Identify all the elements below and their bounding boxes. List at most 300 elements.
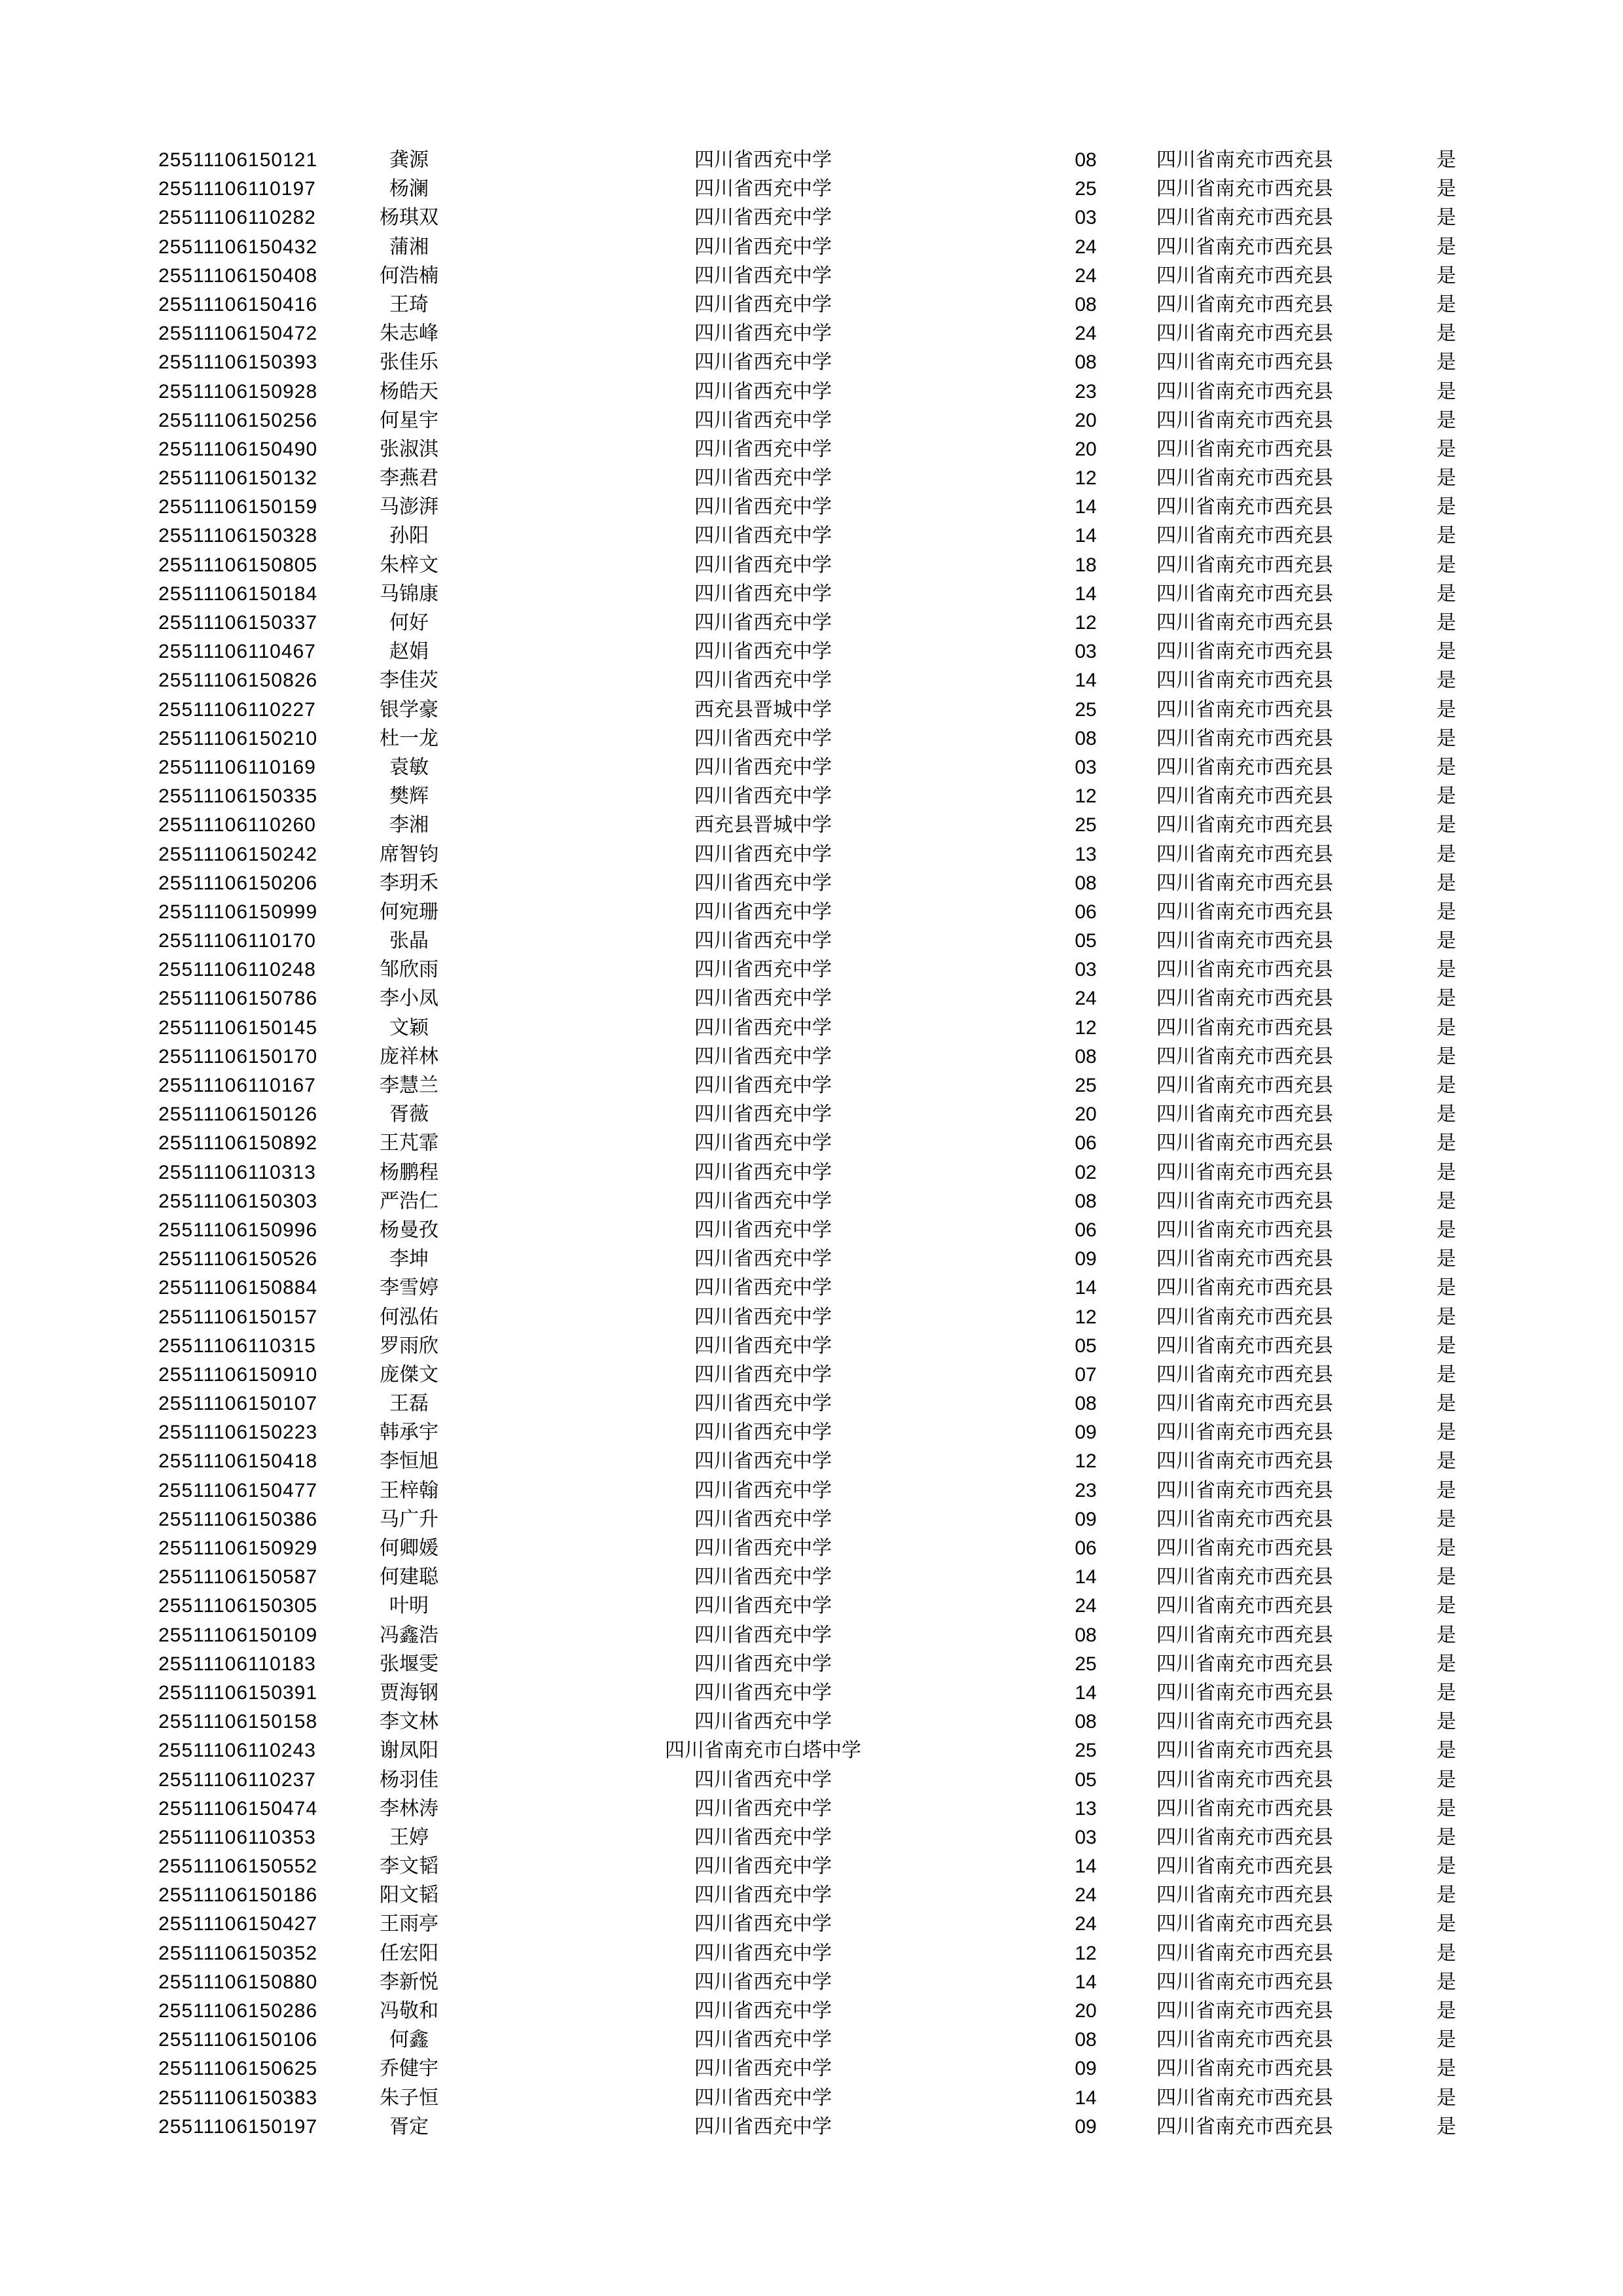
exam-id-cell: 25511106150186 (158, 1884, 318, 1907)
table-row (0, 262, 1623, 291)
table-row (0, 493, 1623, 522)
exam-id-cell: 25511106150170 (158, 1045, 318, 1067)
flag-cell: 是 (1436, 988, 1456, 1010)
name-cell: 李坤 (389, 1248, 429, 1270)
table-row (0, 725, 1623, 753)
class-num-cell: 08 (1075, 727, 1097, 749)
flag-cell: 是 (1436, 901, 1456, 923)
table-row (0, 1477, 1623, 1505)
name-cell: 何鑫 (389, 2029, 429, 2051)
class-num-cell: 12 (1075, 785, 1097, 808)
class-num-cell: 12 (1075, 467, 1097, 490)
table-row (0, 580, 1623, 609)
exam-id-cell: 25511106150305 (158, 1595, 318, 1617)
flag-cell: 是 (1436, 670, 1456, 692)
table-row (0, 1939, 1623, 1968)
exam-id-cell: 25511106150335 (158, 785, 318, 808)
school-cell: 四川省西充中学 (694, 1711, 832, 1733)
class-num-cell: 09 (1075, 1248, 1097, 1270)
class-num-cell: 24 (1075, 988, 1097, 1010)
school-cell: 四川省西充中学 (694, 901, 832, 923)
flag-cell: 是 (1436, 438, 1456, 460)
school-cell: 四川省西充中学 (694, 1595, 832, 1617)
exam-id-cell: 25511106150472 (158, 323, 318, 345)
exam-id-cell: 25511106110467 (158, 641, 316, 663)
flag-cell: 是 (1436, 178, 1456, 200)
region-cell: 四川省南充市西充县 (1156, 1132, 1333, 1155)
name-cell: 席智钧 (380, 843, 438, 865)
table-row (0, 609, 1623, 637)
table-row (0, 406, 1623, 435)
name-cell: 李文韬 (380, 1856, 438, 1878)
name-cell: 张淑淇 (380, 438, 438, 460)
exam-id-cell: 25511106150432 (158, 236, 318, 258)
region-cell: 四川省南充市西充县 (1156, 1016, 1333, 1039)
table-row (0, 1968, 1623, 1997)
flag-cell: 是 (1436, 380, 1456, 403)
flag-cell: 是 (1436, 959, 1456, 981)
exam-id-cell: 25511106150286 (158, 2000, 318, 2022)
exam-id-cell: 25511106150999 (158, 901, 318, 923)
table-row (0, 840, 1623, 869)
class-num-cell: 03 (1075, 1826, 1097, 1848)
exam-id-cell: 25511106150145 (158, 1016, 318, 1039)
region-cell: 四川省南充市西充县 (1156, 1508, 1333, 1530)
name-cell: 樊辉 (389, 785, 429, 808)
class-num-cell: 05 (1075, 1335, 1097, 1357)
school-cell: 西充县晋城中学 (694, 698, 832, 721)
region-cell: 四川省南充市西充县 (1156, 1537, 1333, 1559)
exam-id-cell: 25511106150996 (158, 1219, 318, 1241)
school-cell: 四川省西充中学 (694, 293, 832, 315)
table-row (0, 1910, 1623, 1939)
school-cell: 四川省西充中学 (694, 525, 832, 547)
flag-cell: 是 (1436, 785, 1456, 808)
region-cell: 四川省南充市西充县 (1156, 1624, 1333, 1646)
region-cell: 四川省南充市西充县 (1156, 2029, 1333, 2051)
flag-cell: 是 (1436, 1566, 1456, 1588)
class-num-cell: 12 (1075, 612, 1097, 634)
exam-id-cell: 25511106110167 (158, 1075, 316, 1096)
region-cell: 四川省南充市西充县 (1156, 1363, 1333, 1386)
school-cell: 四川省西充中学 (694, 1132, 832, 1155)
school-cell: 四川省西充中学 (694, 1450, 832, 1473)
class-num-cell: 08 (1075, 293, 1097, 315)
region-cell: 四川省南充市西充县 (1156, 1942, 1333, 1964)
class-num-cell: 25 (1075, 178, 1097, 200)
name-cell: 冯敬和 (380, 2000, 438, 2022)
table-row (0, 522, 1623, 550)
school-cell: 四川省西充中学 (694, 2029, 832, 2051)
name-cell: 张晶 (389, 930, 429, 952)
exam-id-cell: 25511106110260 (158, 814, 316, 836)
region-cell: 四川省南充市西充县 (1156, 2000, 1333, 2022)
name-cell: 何泓佑 (380, 1306, 438, 1328)
school-cell: 四川省西充中学 (694, 988, 832, 1010)
school-cell: 四川省西充中学 (694, 1566, 832, 1588)
region-cell: 四川省南充市西充县 (1156, 1248, 1333, 1270)
exam-id-cell: 25511106150477 (158, 1479, 318, 1501)
name-cell: 杨澜 (389, 178, 429, 200)
class-num-cell: 09 (1075, 1508, 1097, 1530)
exam-id-cell: 25511106150157 (158, 1306, 318, 1328)
exam-id-cell: 25511106110227 (158, 698, 316, 721)
name-cell: 马澎湃 (380, 496, 438, 518)
class-num-cell: 14 (1075, 1681, 1097, 1704)
table-row (0, 146, 1623, 175)
name-cell: 杨羽佳 (380, 1768, 438, 1791)
region-cell: 四川省南充市西充县 (1156, 1075, 1333, 1096)
exam-id-cell: 25511106150587 (158, 1566, 318, 1588)
name-cell: 庞傑文 (380, 1363, 438, 1386)
flag-cell: 是 (1436, 496, 1456, 518)
name-cell: 庞祥林 (380, 1045, 438, 1067)
class-num-cell: 02 (1075, 1161, 1097, 1183)
name-cell: 杨皓天 (380, 380, 438, 403)
flag-cell: 是 (1436, 2000, 1456, 2022)
class-num-cell: 14 (1075, 525, 1097, 547)
flag-cell: 是 (1436, 756, 1456, 778)
table-row (0, 291, 1623, 319)
class-num-cell: 12 (1075, 1306, 1097, 1328)
school-cell: 四川省西充中学 (694, 1363, 832, 1386)
flag-cell: 是 (1436, 1740, 1456, 1762)
name-cell: 严浩仁 (380, 1190, 438, 1212)
table-row (0, 175, 1623, 204)
name-cell: 李玥禾 (380, 872, 438, 894)
region-cell: 四川省南充市西充县 (1156, 1566, 1333, 1588)
class-num-cell: 09 (1075, 2058, 1097, 2080)
name-cell: 李慧兰 (380, 1075, 438, 1096)
class-num-cell: 03 (1075, 959, 1097, 981)
name-cell: 王芃霏 (380, 1132, 438, 1155)
school-cell: 四川省西充中学 (694, 178, 832, 200)
table-row (0, 782, 1623, 811)
table-row (0, 696, 1623, 725)
school-cell: 四川省西充中学 (694, 1306, 832, 1328)
flag-cell: 是 (1436, 727, 1456, 749)
region-cell: 四川省南充市西充县 (1156, 1306, 1333, 1328)
region-cell: 四川省南充市西充县 (1156, 1913, 1333, 1935)
class-num-cell: 03 (1075, 641, 1097, 663)
exam-id-cell: 25511106110170 (158, 930, 316, 952)
name-cell: 蒲湘 (389, 236, 429, 258)
class-num-cell: 13 (1075, 1797, 1097, 1820)
table-row (0, 1390, 1623, 1418)
exam-id-cell: 25511106110243 (158, 1740, 316, 1762)
exam-id-cell: 25511106110197 (158, 178, 316, 200)
class-num-cell: 24 (1075, 264, 1097, 287)
school-cell: 四川省西充中学 (694, 1190, 832, 1212)
region-cell: 四川省南充市西充县 (1156, 1103, 1333, 1126)
exam-id-cell: 25511106150242 (158, 843, 318, 865)
region-cell: 四川省南充市西充县 (1156, 959, 1333, 981)
region-cell: 四川省南充市西充县 (1156, 149, 1333, 171)
exam-id-cell: 25511106110248 (158, 959, 316, 981)
class-num-cell: 05 (1075, 930, 1097, 952)
school-cell: 四川省西充中学 (694, 1971, 832, 1993)
flag-cell: 是 (1436, 149, 1456, 171)
class-num-cell: 24 (1075, 1884, 1097, 1907)
class-num-cell: 25 (1075, 698, 1097, 721)
school-cell: 四川省西充中学 (694, 2000, 832, 2022)
flag-cell: 是 (1436, 409, 1456, 431)
exam-id-cell: 25511106110237 (158, 1768, 316, 1791)
table-row (0, 378, 1623, 406)
name-cell: 乔健宇 (380, 2058, 438, 2080)
table-row (0, 811, 1623, 840)
class-num-cell: 14 (1075, 1277, 1097, 1299)
name-cell: 胥薇 (389, 1103, 429, 1126)
flag-cell: 是 (1436, 1711, 1456, 1733)
class-num-cell: 24 (1075, 236, 1097, 258)
table-row (0, 1100, 1623, 1129)
class-num-cell: 05 (1075, 1768, 1097, 1791)
flag-cell: 是 (1436, 698, 1456, 721)
school-cell: 四川省西充中学 (694, 843, 832, 865)
region-cell: 四川省南充市西充县 (1156, 2058, 1333, 2080)
region-cell: 四川省南充市西充县 (1156, 1740, 1333, 1762)
class-num-cell: 14 (1075, 496, 1097, 518)
class-num-cell: 20 (1075, 1103, 1097, 1126)
region-cell: 四川省南充市西充县 (1156, 525, 1333, 547)
exam-id-cell: 25511106150910 (158, 1363, 318, 1386)
exam-id-cell: 25511106150391 (158, 1681, 318, 1704)
flag-cell: 是 (1436, 1422, 1456, 1444)
flag-cell: 是 (1436, 1508, 1456, 1530)
name-cell: 龚源 (389, 149, 429, 171)
class-num-cell: 08 (1075, 2029, 1097, 2051)
class-num-cell: 18 (1075, 554, 1097, 576)
region-cell: 四川省南充市西充县 (1156, 843, 1333, 865)
exam-id-cell: 25511106110315 (158, 1335, 316, 1357)
name-cell: 李恒旭 (380, 1450, 438, 1473)
school-cell: 四川省西充中学 (694, 1479, 832, 1501)
class-num-cell: 24 (1075, 323, 1097, 345)
name-cell: 阳文韬 (380, 1884, 438, 1907)
table-row (0, 1129, 1623, 1158)
table-row (0, 956, 1623, 984)
region-cell: 四川省南充市西充县 (1156, 698, 1333, 721)
region-cell: 四川省南充市西充县 (1156, 1595, 1333, 1617)
school-cell: 四川省西充中学 (694, 1045, 832, 1067)
name-cell: 张佳乐 (380, 351, 438, 374)
flag-cell: 是 (1436, 1190, 1456, 1212)
region-cell: 四川省南充市西充县 (1156, 756, 1333, 778)
flag-cell: 是 (1436, 1248, 1456, 1270)
exam-id-cell: 25511106150386 (158, 1508, 318, 1530)
region-cell: 四川省南充市西充县 (1156, 2115, 1333, 2138)
school-cell: 四川省西充中学 (694, 583, 832, 605)
name-cell: 何卿媛 (380, 1537, 438, 1559)
class-num-cell: 25 (1075, 1740, 1097, 1762)
school-cell: 四川省西充中学 (694, 207, 832, 229)
class-num-cell: 23 (1075, 1479, 1097, 1501)
flag-cell: 是 (1436, 1681, 1456, 1704)
flag-cell: 是 (1436, 264, 1456, 287)
exam-id-cell: 25511106110169 (158, 756, 316, 778)
school-cell: 四川省西充中学 (694, 1913, 832, 1935)
flag-cell: 是 (1436, 1826, 1456, 1848)
class-num-cell: 12 (1075, 1016, 1097, 1039)
name-cell: 王琦 (389, 293, 429, 315)
region-cell: 四川省南充市西充县 (1156, 496, 1333, 518)
name-cell: 文颖 (389, 1016, 429, 1039)
name-cell: 罗雨欣 (380, 1335, 438, 1357)
school-cell: 四川省西充中学 (694, 1161, 832, 1183)
table-row (0, 2026, 1623, 2054)
class-num-cell: 14 (1075, 670, 1097, 692)
exam-id-cell: 25511106150490 (158, 438, 318, 460)
flag-cell: 是 (1436, 1450, 1456, 1473)
school-cell: 四川省西充中学 (694, 641, 832, 663)
region-cell: 四川省南充市西充县 (1156, 1450, 1333, 1473)
flag-cell: 是 (1436, 1132, 1456, 1155)
table-row (0, 1014, 1623, 1043)
name-cell: 王磊 (389, 1393, 429, 1415)
region-cell: 四川省南充市西充县 (1156, 1393, 1333, 1415)
table-row (0, 984, 1623, 1013)
region-cell: 四川省南充市西充县 (1156, 1045, 1333, 1067)
school-cell: 四川省西充中学 (694, 1103, 832, 1126)
table-row (0, 1766, 1623, 1795)
region-cell: 四川省南充市西充县 (1156, 1856, 1333, 1878)
flag-cell: 是 (1436, 1768, 1456, 1791)
exam-id-cell: 25511106150929 (158, 1537, 318, 1559)
region-cell: 四川省南充市西充县 (1156, 467, 1333, 490)
name-cell: 韩承宇 (380, 1422, 438, 1444)
table-row (0, 1187, 1623, 1216)
school-cell: 四川省西充中学 (694, 554, 832, 576)
school-cell: 四川省西充中学 (694, 1277, 832, 1299)
class-num-cell: 08 (1075, 351, 1097, 374)
name-cell: 马广升 (380, 1508, 438, 1530)
school-cell: 四川省西充中学 (694, 1219, 832, 1241)
table-row (0, 2054, 1623, 2083)
class-num-cell: 25 (1075, 814, 1097, 836)
region-cell: 四川省南充市西充县 (1156, 323, 1333, 345)
exam-id-cell: 25511106150158 (158, 1711, 318, 1733)
class-num-cell: 08 (1075, 1045, 1097, 1067)
flag-cell: 是 (1436, 1797, 1456, 1820)
school-cell: 四川省西充中学 (694, 264, 832, 287)
flag-cell: 是 (1436, 1971, 1456, 1993)
region-cell: 四川省南充市西充县 (1156, 1711, 1333, 1733)
exam-id-cell: 25511106110313 (158, 1161, 316, 1183)
exam-id-cell: 25511106150526 (158, 1248, 318, 1270)
school-cell: 四川省西充中学 (694, 1248, 832, 1270)
region-cell: 四川省南充市西充县 (1156, 207, 1333, 229)
flag-cell: 是 (1436, 1045, 1456, 1067)
name-cell: 何好 (389, 612, 429, 634)
flag-cell: 是 (1436, 1595, 1456, 1617)
table-row (0, 1216, 1623, 1245)
class-num-cell: 08 (1075, 149, 1097, 171)
class-num-cell: 20 (1075, 2000, 1097, 2022)
table-row (0, 1505, 1623, 1534)
exam-id-cell: 25511106150884 (158, 1277, 318, 1299)
exam-id-cell: 25511106150159 (158, 496, 318, 518)
class-num-cell: 08 (1075, 872, 1097, 894)
class-num-cell: 12 (1075, 1450, 1097, 1473)
flag-cell: 是 (1436, 641, 1456, 663)
table-row (0, 1852, 1623, 1881)
school-cell: 四川省西充中学 (694, 1856, 832, 1878)
flag-cell: 是 (1436, 1306, 1456, 1328)
school-cell: 四川省西充中学 (694, 1393, 832, 1415)
name-cell: 朱志峰 (380, 323, 438, 345)
school-cell: 四川省西充中学 (694, 2058, 832, 2080)
region-cell: 四川省南充市西充县 (1156, 814, 1333, 836)
table-row (0, 1881, 1623, 1910)
region-cell: 四川省南充市西充县 (1156, 1884, 1333, 1907)
exam-id-cell: 25511106150303 (158, 1190, 318, 1212)
region-cell: 四川省南充市西充县 (1156, 2087, 1333, 2109)
region-cell: 四川省南充市西充县 (1156, 438, 1333, 460)
region-cell: 四川省南充市西充县 (1156, 351, 1333, 374)
flag-cell: 是 (1436, 583, 1456, 605)
flag-cell: 是 (1436, 1363, 1456, 1386)
school-cell: 四川省西充中学 (694, 1537, 832, 1559)
school-cell: 四川省西充中学 (694, 496, 832, 518)
region-cell: 四川省南充市西充县 (1156, 1653, 1333, 1675)
school-cell: 四川省西充中学 (694, 1768, 832, 1791)
exam-id-cell: 25511106150223 (158, 1422, 318, 1444)
class-num-cell: 06 (1075, 1219, 1097, 1241)
region-cell: 四川省南充市西充县 (1156, 583, 1333, 605)
school-cell: 四川省西充中学 (694, 1653, 832, 1675)
name-cell: 冯鑫浩 (380, 1624, 438, 1646)
exam-id-cell: 25511106110282 (158, 207, 316, 229)
school-cell: 四川省西充中学 (694, 438, 832, 460)
table-row (0, 435, 1623, 464)
region-cell: 四川省南充市西充县 (1156, 1277, 1333, 1299)
name-cell: 李文林 (380, 1711, 438, 1733)
region-cell: 四川省南充市西充县 (1156, 1681, 1333, 1704)
table-row (0, 666, 1623, 695)
school-cell: 西充县晋城中学 (694, 814, 832, 836)
flag-cell: 是 (1436, 1075, 1456, 1096)
table-row (0, 1361, 1623, 1390)
table-row (0, 637, 1623, 666)
flag-cell: 是 (1436, 1393, 1456, 1415)
region-cell: 四川省南充市西充县 (1156, 1422, 1333, 1444)
flag-cell: 是 (1436, 1624, 1456, 1646)
name-cell: 杨琪双 (380, 207, 438, 229)
name-cell: 李燕君 (380, 467, 438, 490)
region-cell: 四川省南充市西充县 (1156, 178, 1333, 200)
table-row (0, 1274, 1623, 1302)
flag-cell: 是 (1436, 930, 1456, 952)
table-row (0, 869, 1623, 898)
region-cell: 四川省南充市西充县 (1156, 1971, 1333, 1993)
school-cell: 四川省西充中学 (694, 612, 832, 634)
name-cell: 李小凤 (380, 988, 438, 1010)
exam-id-cell: 25511106150210 (158, 727, 318, 749)
table-row (0, 204, 1623, 232)
class-num-cell: 09 (1075, 1422, 1097, 1444)
school-cell: 四川省西充中学 (694, 467, 832, 490)
table-row (0, 551, 1623, 580)
class-num-cell: 14 (1075, 1566, 1097, 1588)
class-num-cell: 08 (1075, 1711, 1097, 1733)
region-cell: 四川省南充市西充县 (1156, 1161, 1333, 1183)
school-cell: 四川省西充中学 (694, 1422, 832, 1444)
region-cell: 四川省南充市西充县 (1156, 409, 1333, 431)
flag-cell: 是 (1436, 1219, 1456, 1241)
exam-id-cell: 25511106150121 (158, 149, 318, 171)
school-cell: 四川省西充中学 (694, 1016, 832, 1039)
